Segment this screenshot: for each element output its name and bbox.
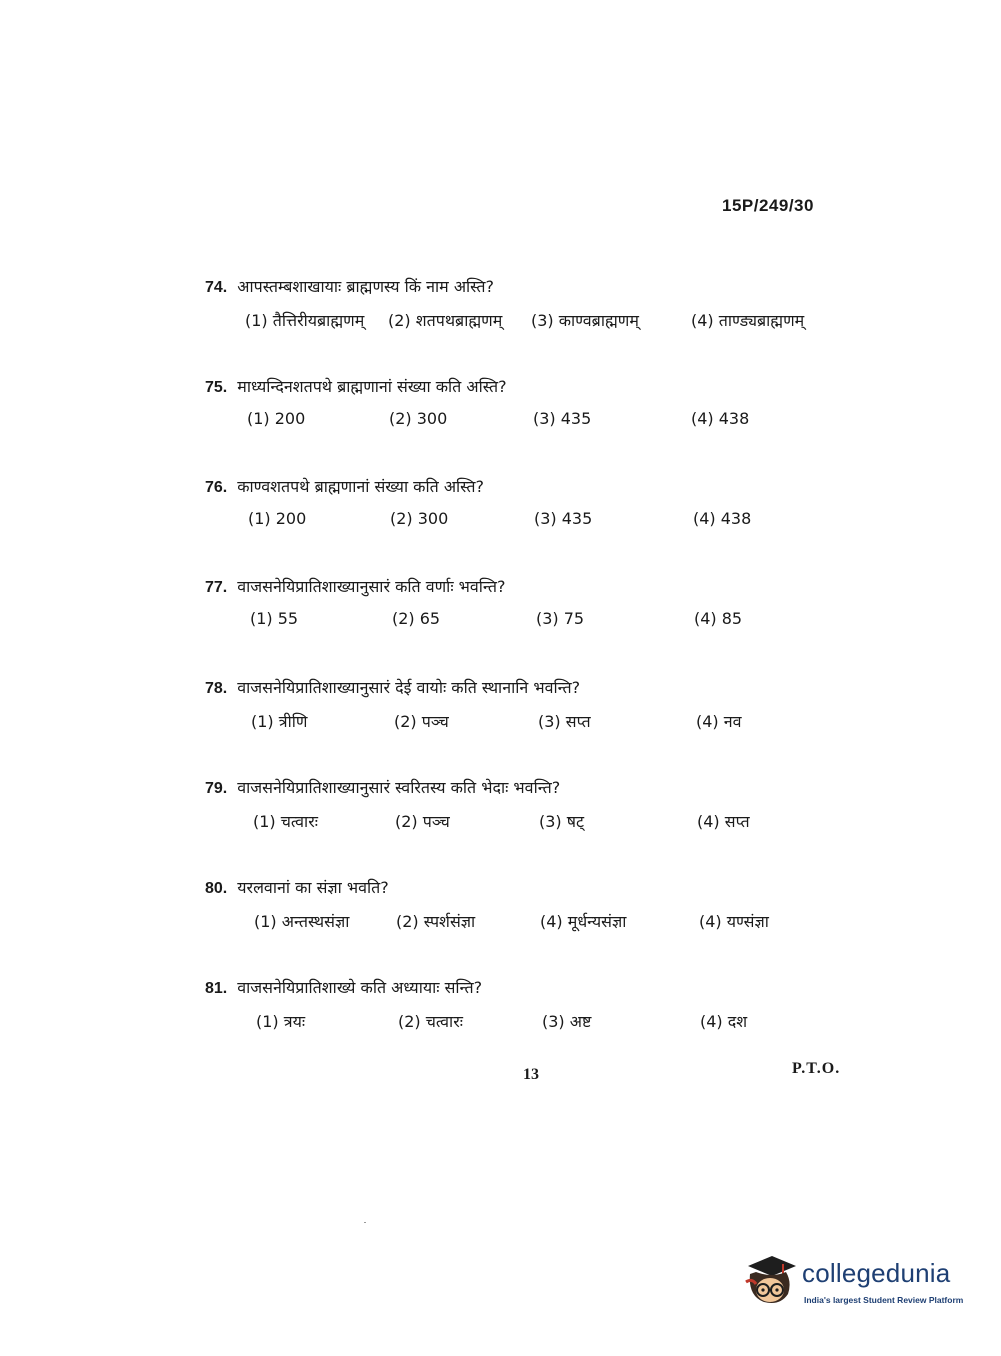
question-76 (205, 475, 865, 555)
option-3: (3) अष्ट (542, 1012, 592, 1031)
option-4: (4) यण्संज्ञा (699, 912, 769, 931)
brand-tagline: India's largest Student Review Platform (804, 1295, 964, 1305)
option-1: (1) चत्वारः (253, 812, 318, 831)
question-text: यरलवानां का संज्ञा भवति? (237, 878, 389, 897)
option-4: (4) नव (696, 712, 742, 731)
option-2: (2) 300 (390, 509, 449, 528)
question-text: माध्यन्दिनशतपथे ब्राह्मणानां संख्या कति अस्ति? (237, 377, 507, 396)
option-3: (3) सप्त (538, 712, 591, 731)
scan-speck (364, 1222, 366, 1223)
paper-code: 15P/249/30 (722, 196, 814, 215)
question-number: 79. (205, 780, 228, 797)
option-1: (1) त्रयः (256, 1012, 306, 1031)
question-number: 81. (205, 980, 228, 997)
question-number: 80. (205, 880, 228, 897)
option-4: (4) दश (700, 1012, 748, 1031)
question-number: 77. (205, 579, 228, 596)
option-4: (4) 85 (694, 609, 743, 628)
question-number: 74. (205, 279, 228, 296)
pto-label: P.T.O. (792, 1060, 841, 1077)
question-number: 75. (205, 379, 228, 396)
question-78 (205, 676, 865, 756)
option-2: (2) पञ्च (395, 812, 450, 831)
option-2: (2) स्पर्शसंज्ञा (396, 912, 476, 931)
option-4: (4) सप्त (697, 812, 750, 831)
question-number: 76. (205, 479, 228, 496)
option-3: (3) 435 (533, 409, 592, 428)
option-2: (2) 65 (392, 609, 441, 628)
mascot-logo-icon (742, 1252, 798, 1308)
question-77 (205, 575, 865, 655)
question-text: वाजसनेयिप्रातिशाख्यानुसारं कति वर्णाः भवन्ति? (237, 577, 506, 596)
option-3: (3) 435 (534, 509, 593, 528)
page-number: 13 (523, 1066, 539, 1083)
option-1: (1) त्रीणि (251, 712, 308, 731)
option-1: (1) 200 (247, 409, 306, 428)
option-3: (3) 75 (536, 609, 585, 628)
option-1: (1) 55 (250, 609, 299, 628)
option-4: (4) 438 (693, 509, 752, 528)
question-75 (205, 375, 865, 455)
question-text: काण्वशतपथे ब्राह्मणानां संख्या कति अस्ति? (237, 477, 485, 496)
option-4: (4) 438 (691, 409, 750, 428)
question-80 (205, 876, 865, 956)
option-2: (2) चत्वारः (398, 1012, 463, 1031)
option-1: (1) अन्तस्थसंज्ञा (254, 912, 350, 931)
brand-name: collegedunia (802, 1258, 951, 1288)
question-81 (205, 976, 865, 1056)
question-74 (205, 275, 865, 355)
watermark-logo (742, 1250, 982, 1320)
option-2: (2) शतपथब्राह्मणम् (388, 311, 503, 330)
option-3: (3) काण्वब्राह्मणम् (531, 311, 639, 330)
question-number: 78. (205, 680, 228, 697)
question-text: वाजसनेयिप्रातिशाख्यानुसारं देई वायोः कति स्थानानि भवन्ति? (237, 678, 581, 697)
option-1: (1) 200 (248, 509, 307, 528)
question-79 (205, 776, 865, 856)
option-2: (2) पञ्च (394, 712, 449, 731)
question-text: आपस्तम्बशाखायाः ब्राह्मणस्य किं नाम अस्ति? (237, 277, 495, 296)
option-3: (4) मूर्धन्यसंज्ञा (540, 912, 627, 931)
question-text: वाजसनेयिप्रातिशाख्यानुसारं स्वरितस्य कति भेदाः भवन्ति? (237, 778, 561, 797)
option-3: (3) षट् (539, 812, 585, 831)
option-4: (4) ताण्ड्यब्राह्मणम् (691, 311, 805, 330)
question-text: वाजसनेयिप्रातिशाख्ये कति अध्यायाः सन्ति? (237, 978, 483, 997)
option-2: (2) 300 (389, 409, 448, 428)
option-1: (1) तैत्तिरीयब्राह्मणम् (245, 311, 365, 330)
